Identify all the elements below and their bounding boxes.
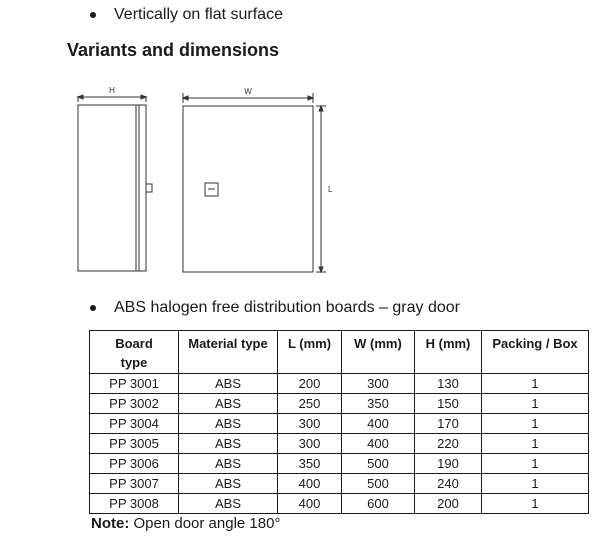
front-width-label: W [244, 87, 252, 96]
table-row [90, 494, 589, 514]
cell-l: 200 [278, 374, 342, 394]
cell-type: PP 3007 [90, 474, 179, 494]
side-view-handle [146, 184, 152, 192]
cell-type: PP 3006 [90, 454, 179, 474]
side-view-drawing [78, 95, 152, 271]
cell-h: 240 [415, 474, 482, 494]
table-row [90, 374, 589, 394]
cell-w: 500 [342, 454, 415, 474]
cell-l: 400 [278, 494, 342, 514]
cell-packing: 1 [482, 494, 589, 514]
cell-packing: 1 [482, 414, 589, 434]
header-board-type-line1: Board [115, 336, 153, 351]
cell-l: 350 [278, 454, 342, 474]
table-row [90, 434, 589, 454]
cell-w: 500 [342, 474, 415, 494]
header-board-type-line2: type [120, 355, 148, 370]
cell-material: ABS [179, 394, 278, 414]
table-header-row [90, 331, 589, 374]
cell-type: PP 3008 [90, 494, 179, 514]
table-row [90, 414, 589, 434]
cell-h: 150 [415, 394, 482, 414]
cell-material: ABS [179, 454, 278, 474]
front-view-drawing [183, 93, 326, 272]
cell-l: 300 [278, 414, 342, 434]
cell-w: 400 [342, 414, 415, 434]
cell-packing: 1 [482, 454, 589, 474]
side-width-label: H [109, 86, 115, 95]
cell-h: 170 [415, 414, 482, 434]
cell-h: 190 [415, 454, 482, 474]
cell-packing: 1 [482, 434, 589, 454]
cell-material: ABS [179, 374, 278, 394]
cell-w: 400 [342, 434, 415, 454]
cell-w: 350 [342, 394, 415, 414]
cell-material: ABS [179, 494, 278, 514]
note-label: Note: [91, 515, 130, 532]
front-height-label: L [328, 185, 333, 194]
cell-type: PP 3005 [90, 434, 179, 454]
cell-h: 220 [415, 434, 482, 454]
cell-material: ABS [179, 474, 278, 494]
table-row [90, 454, 589, 474]
cell-packing: 1 [482, 474, 589, 494]
bullet-icon [90, 305, 96, 311]
header-material: Material type [179, 331, 278, 374]
cell-l: 400 [278, 474, 342, 494]
cell-packing: 1 [482, 374, 589, 394]
cell-material: ABS [179, 414, 278, 434]
mounting-text: Vertically on flat surface [114, 6, 283, 23]
header-board-type [90, 331, 179, 374]
cell-type: PP 3001 [90, 374, 179, 394]
header-l: L (mm) [278, 331, 342, 374]
front-view-outline [183, 106, 313, 272]
cell-w: 600 [342, 494, 415, 514]
note-line [91, 515, 280, 532]
table-row [90, 394, 589, 414]
note-text: Open door angle 180° [129, 515, 281, 532]
cell-type: PP 3004 [90, 414, 179, 434]
header-h: H (mm) [415, 331, 482, 374]
cell-packing: 1 [482, 394, 589, 414]
table-row [90, 474, 589, 494]
product-line-text: ABS halogen free distribution boards – gray door [114, 299, 460, 316]
cell-l: 250 [278, 394, 342, 414]
section-heading: Variants and dimensions [67, 40, 280, 60]
product-line-bullet [90, 299, 460, 317]
header-packing: Packing / Box [482, 331, 589, 374]
header-w: W (mm) [342, 331, 415, 374]
cell-h: 130 [415, 374, 482, 394]
cell-l: 300 [278, 434, 342, 454]
variants-table [89, 330, 589, 514]
cell-material: ABS [179, 434, 278, 454]
cell-w: 300 [342, 374, 415, 394]
cell-h: 200 [415, 494, 482, 514]
cell-type: PP 3002 [90, 394, 179, 414]
